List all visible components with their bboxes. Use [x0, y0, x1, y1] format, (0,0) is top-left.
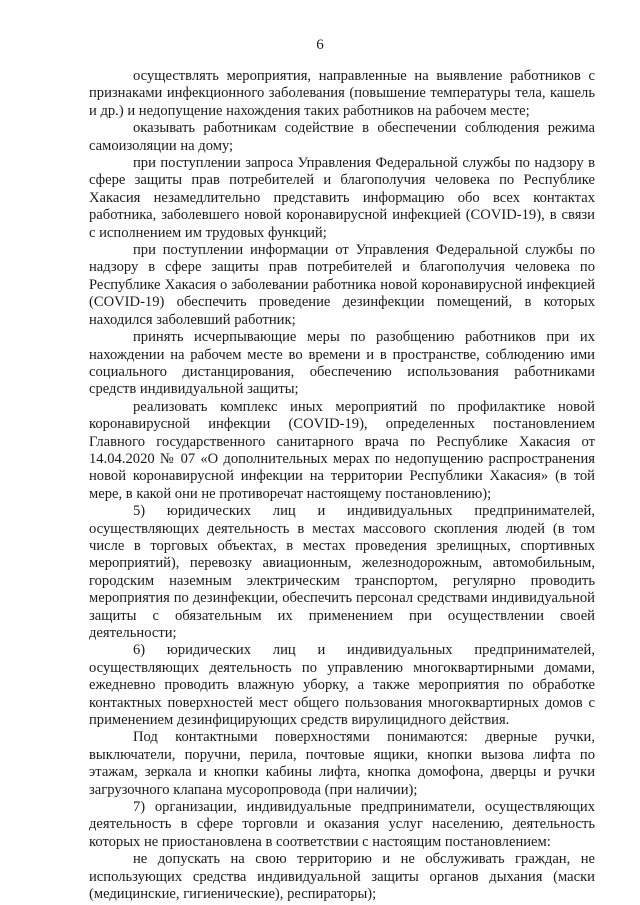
paragraph-item-7-trade-services: 7) организации, индивидуальные предприниматели, осуществляющих деятельность в сфере торговли и оказания услуг населению, деятельность которых не приостановлена в соответствии с настоящим постановлением: — [89, 799, 595, 850]
paragraph-other-measures: реализовать комплекс иных мероприятий по профилактике новой коронавирусной инфекции (COVID-19), определенных постановлением Главного государственного санитарного врача по Республике Хакасия от 14.04.2020 № 07 «О дополнительных мерах по недопущению распространения новой коронавирусной инфекции на территории Республики Хакасия» (в той мере, в какой они не противоречат настоящему постановлению); — [89, 398, 595, 502]
paragraph-contacts-information: при поступлении запроса Управления Федеральной службы по надзору в сфере защиты прав потребителей и благополучия человека по Республике Хакасия незамедлительно представить информацию обо всех контактах работника, заболевшего новой коронавирусной инфекцией (COVID-19), в связи с исполнением им трудовых функций; — [89, 155, 595, 241]
paragraph-separation-measures: принять исчерпывающие меры по разобщению работников при их нахождении на рабочем месте во времени и в пространстве, соблюдению ими социального дистанцирования, обеспечению использования работниками средств индивидуальной защиты; — [89, 329, 595, 398]
paragraph-disinfection-premises: при поступлении информации от Управления Федеральной службы по надзору в сфере защиты прав потребителей и благополучия человека по Республике Хакасия о заболевании работника новой коронавирусной инфекцией (COVID-19) обеспечить проведение дезинфекции помещений, в которых находился заболевший работник; — [89, 242, 595, 328]
page-number: 6 — [316, 37, 324, 53]
paragraph-item-6-apartment-management: 6) юридических лиц и индивидуальных предпринимателей, осуществляющих деятельность по управлению многоквартирными домами, ежедневно проводить влажную уборку, а также мероприятия по обработке контактных поверхностей мест общего пользования многоквартирных домов с применением дезинфицирующих средств вирулицидного действия. — [89, 642, 595, 729]
paragraph-item-5-mass-gatherings: 5) юридических лиц и индивидуальных предпринимателей, осуществляющих деятельность в местах массового скопления людей (в том числе в торговых объектах, в местах проведения зрелищных, спортивных мероприятий), перевозку авиационным, железнодорожным, автомобильным, городским наземным электрическим транспортом, регулярно проводить мероприятия по дезинфекции, обеспечить персонал средствами индивидуальной защиты с обязательным их применением при осуществлении своей деятельности; — [89, 503, 595, 641]
paragraph-measures-identify-symptoms: осуществлять мероприятия, направленные на выявление работников с признаками инфекционного заболевания (повышение температуры тела, кашель и др.) и недопущение нахождения таких работников на рабочем месте; — [89, 68, 595, 119]
document-body — [89, 68, 595, 904]
paragraph-contact-surfaces-definition: Под контактными поверхностями понимаются: дверные ручки, выключатели, поручни, перила, почтовые ящики, кнопки вызова лифта по этажам, зеркала и кнопки кабины лифта, кнопка домофона, дверцы и ручки загрузочного клапана мусоропровода (при наличии); — [89, 729, 595, 798]
paragraph-self-isolation-assistance: оказывать работникам содействие в обеспечении соблюдения режима самоизоляции на дому; — [89, 120, 595, 154]
paragraph-no-service-without-masks: не допускать на свою территорию и не обслуживать граждан, не использующих средства индивидуальной защиты органов дыхания (маски (медицинские, гигиенические), респираторы); — [89, 851, 595, 903]
